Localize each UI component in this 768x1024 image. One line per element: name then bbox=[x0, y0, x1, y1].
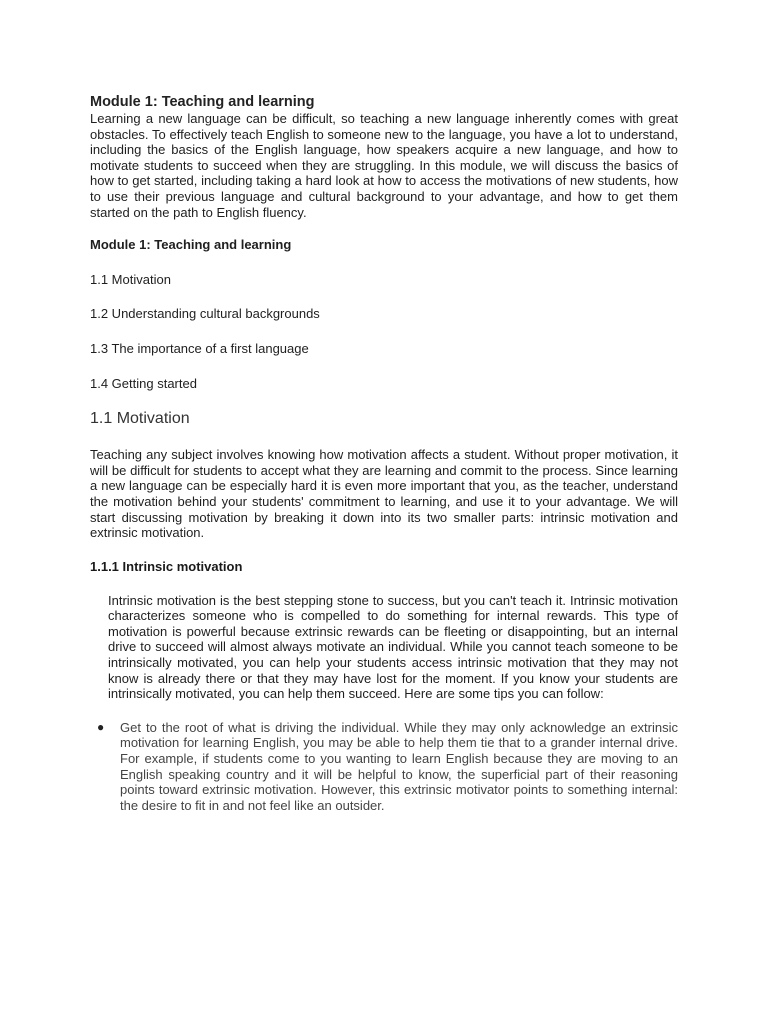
table-of-contents bbox=[90, 237, 678, 391]
intro-paragraph: Learning a new language can be difficult, so teaching a new language inherently comes with great obstacles. To effectively teach English to someone new to the language, you have a lot to understand, including the basics of the English language, how speakers acquire a new language, and how to motivate students to succeed when they are struggling. In this module, we will discuss the basics of how to get started, including taking a hard look at how to access the motivations of new students, how to use their previous language and cultural background to your advantage, and how to get them started on the path to English fluency. bbox=[90, 111, 678, 220]
motivation-paragraph: Teaching any subject involves knowing how motivation affects a student. Without proper motivation, it will be difficult for students to accept what they are learning and commit to the process. Since learning a new language can be especially hard it is even more important that you, as the teacher, understand the motivation behind your students' commitment to learning, and use it to your advantage. We will start discussing motivation by breaking it down into its two smaller parts: intrinsic motivation and extrinsic motivation. bbox=[90, 447, 678, 541]
tip-text: Get to the root of what is driving the individual. While they may only acknowledge an extrinsic motivation for learning English, you may be able to help them tie that to a grander internal drive. For example, if students come to you wanting to learn English because they are moving to an English speaking country and it will be helpful to know, the superficial part of their reasoning points toward extrinsic motivation. However, this extrinsic motivator points to something internal: the desire to fit in and not feel like an outsider. bbox=[120, 719, 678, 813]
list-item bbox=[90, 720, 678, 814]
toc-title: Module 1: Teaching and learning bbox=[90, 237, 292, 253]
section-heading-motivation: 1.1 Motivation bbox=[90, 410, 190, 428]
toc-item-cultural-backgrounds: 1.2 Understanding cultural backgrounds bbox=[90, 306, 320, 322]
intrinsic-paragraph: Intrinsic motivation is the best stepping stone to success, but you can't teach it. Intrinsic motivation characterizes someone who is compelled to do something for internal rewards. This type of motivation is powerful because extrinsic rewards can be fleeting or disappointing, but an internal drive to succeed will almost always motivate an individual. While you cannot teach someone to be intrinsically motivated, you can help your students access intrinsic motivation that they may not know is already there or that they may have lost for the moment. If you know your students are intrinsically motivated, you can help them succeed. Here are some tips you can follow: bbox=[108, 592, 678, 702]
module-heading: Module 1: Teaching and learning bbox=[90, 94, 315, 110]
toc-item-first-language: 1.3 The importance of a first language bbox=[90, 340, 309, 356]
tips-list bbox=[90, 720, 678, 814]
toc-item-getting-started: 1.4 Getting started bbox=[90, 375, 197, 391]
toc-item-motivation: 1.1 Motivation bbox=[90, 271, 171, 287]
bullet-icon: ● bbox=[97, 719, 105, 734]
document-page bbox=[90, 94, 678, 813]
subsection-heading-intrinsic: 1.1.1 Intrinsic motivation bbox=[90, 558, 243, 574]
